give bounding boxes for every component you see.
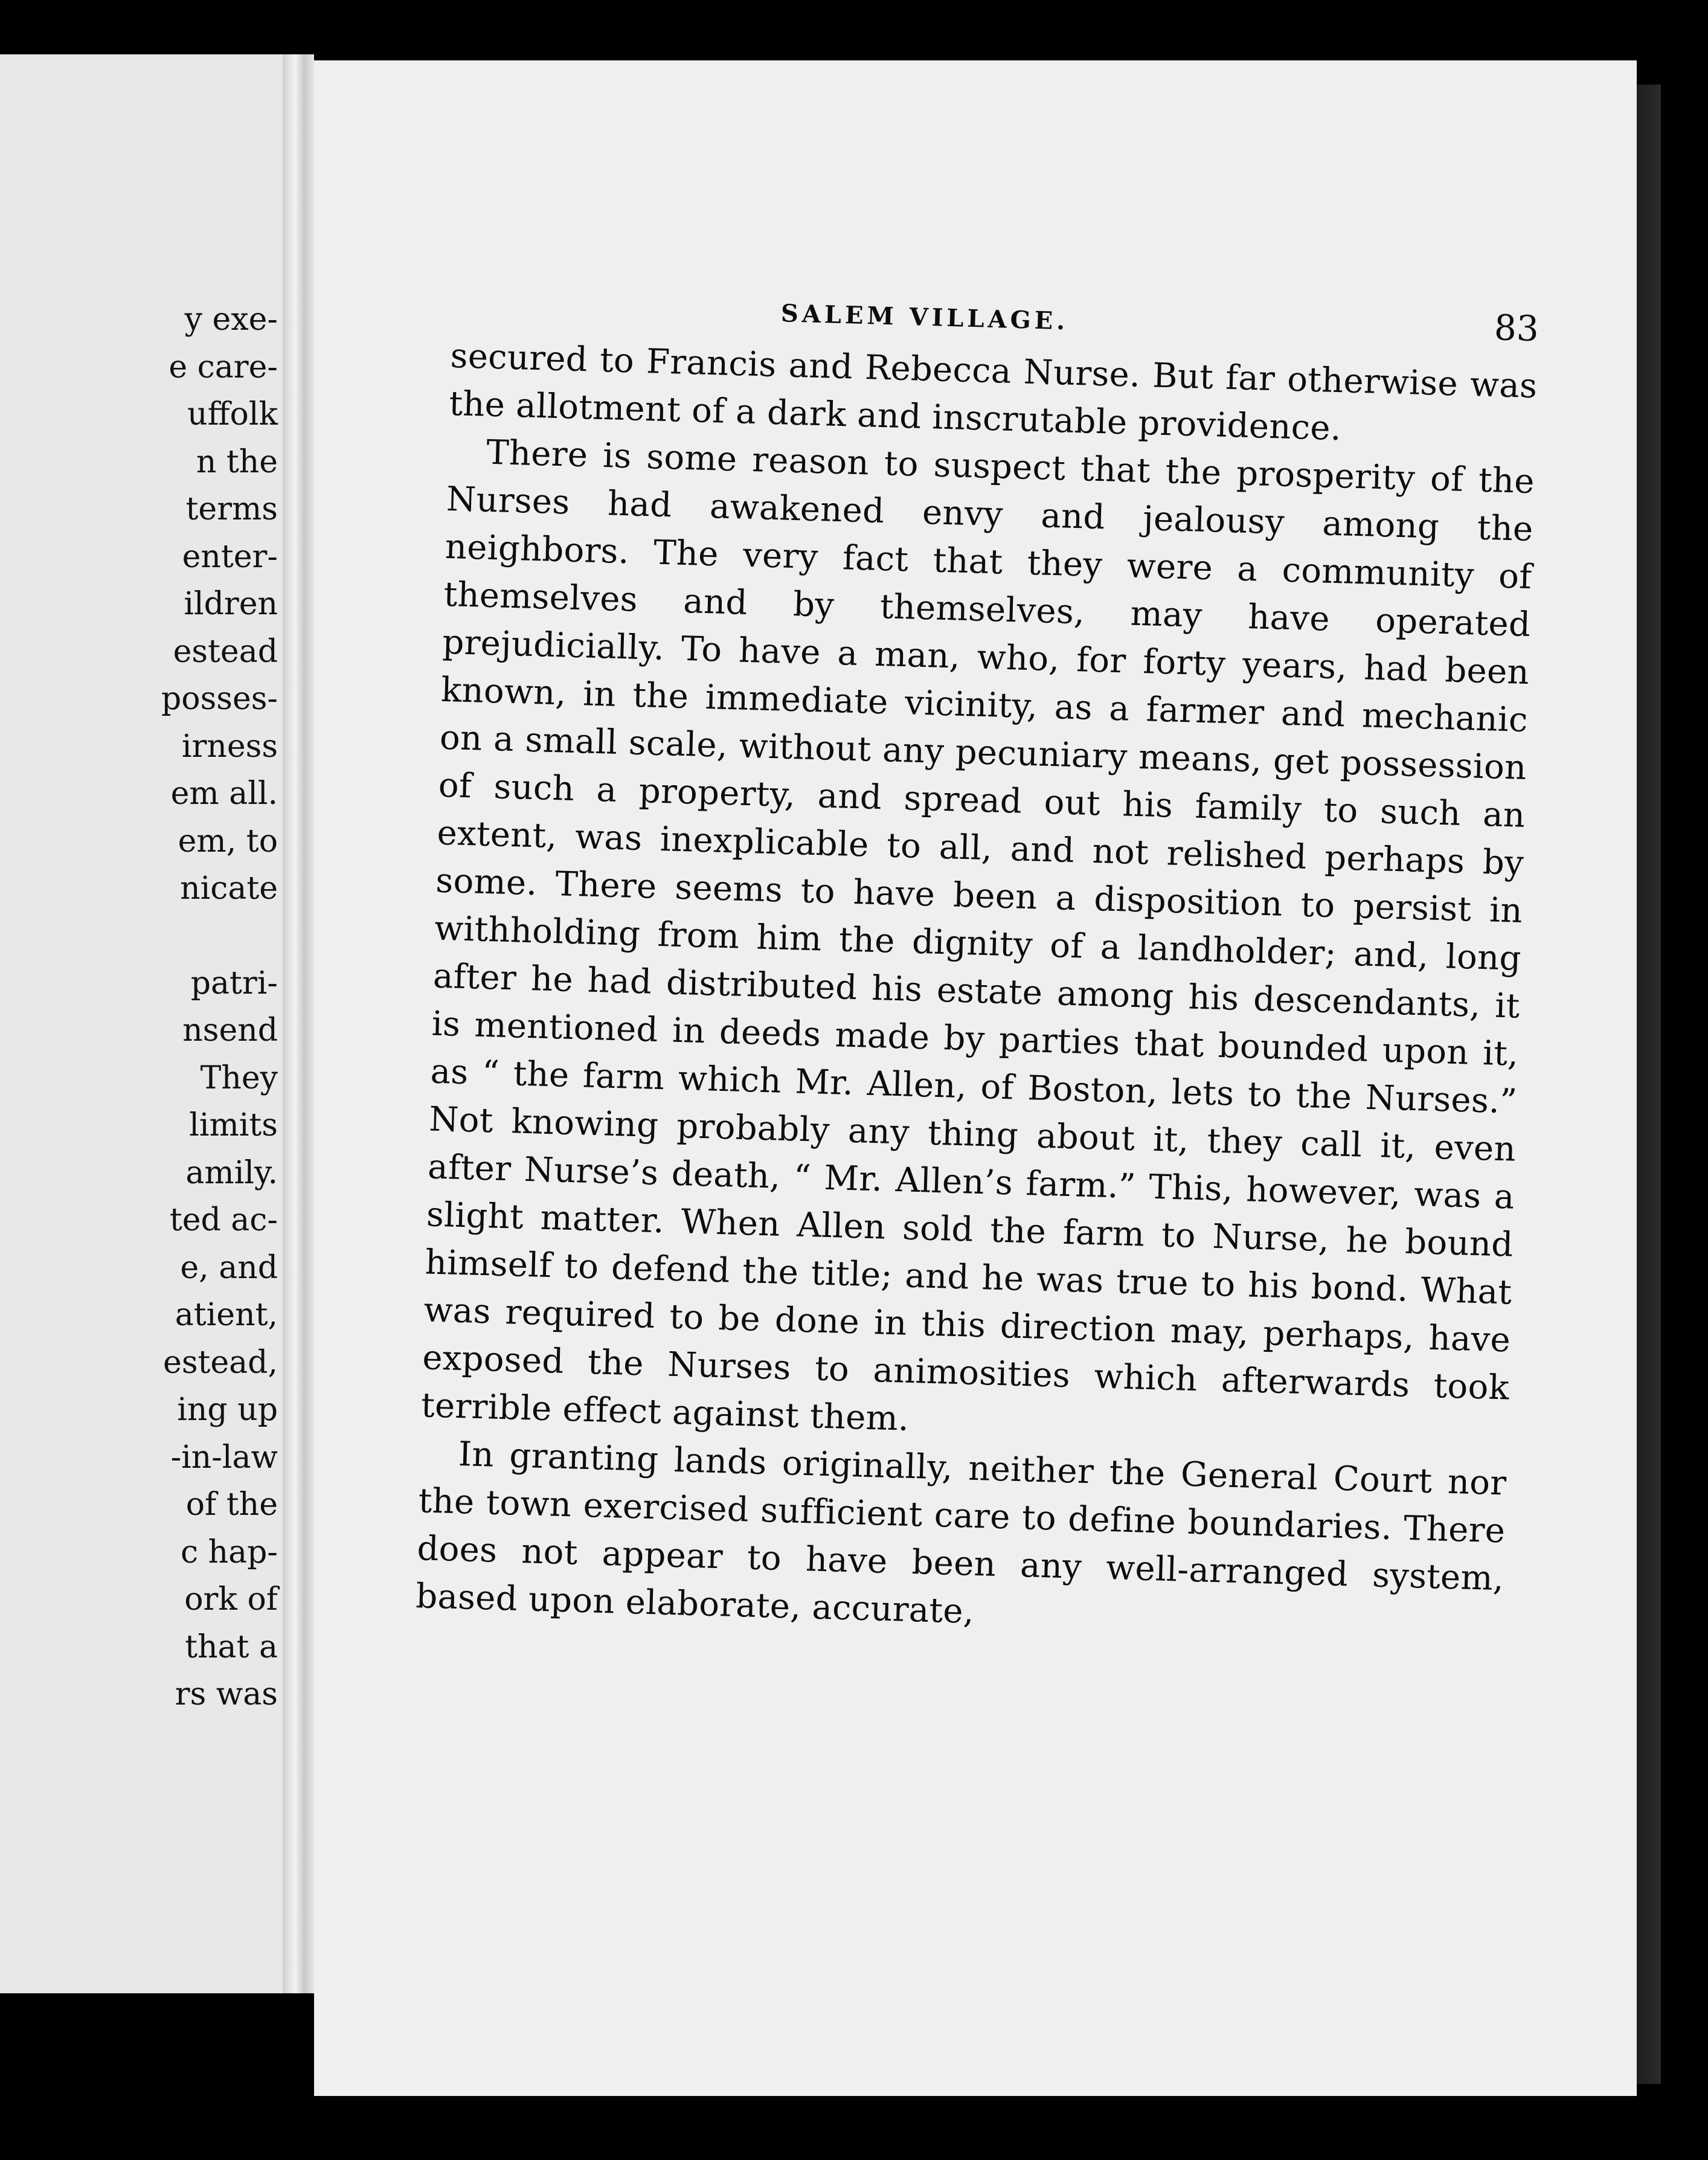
left-line: estead, bbox=[163, 1344, 278, 1381]
left-line: e care- bbox=[169, 349, 278, 385]
left-page-column bbox=[0, 296, 278, 1718]
left-line: uffolk bbox=[187, 396, 278, 432]
page-number: 83 bbox=[1494, 307, 1539, 350]
left-line: nsend bbox=[182, 1012, 278, 1049]
left-line: c hap- bbox=[180, 1534, 278, 1570]
left-line: em, to bbox=[178, 823, 278, 860]
right-page bbox=[314, 60, 1637, 2096]
left-line: of the bbox=[185, 1487, 278, 1523]
page-content bbox=[415, 266, 1539, 1650]
left-line: patri- bbox=[190, 965, 278, 1001]
left-line: ildren bbox=[184, 586, 278, 622]
paragraph: secured to Francis and Rebecca Nurse. But far otherwise was the allotment of a dark and inscrutable providence. bbox=[448, 336, 1538, 449]
left-line: amily. bbox=[185, 1154, 278, 1191]
left-line: They bbox=[200, 1059, 278, 1096]
running-head: SALEM VILLAGE. bbox=[780, 299, 1069, 336]
left-line: irness bbox=[181, 728, 278, 765]
left-line: n the bbox=[196, 443, 278, 480]
left-line: nicate bbox=[180, 870, 278, 907]
left-line: em all. bbox=[170, 776, 278, 812]
left-line: ing up bbox=[177, 1392, 278, 1428]
left-line: rs was bbox=[175, 1676, 278, 1712]
left-line: -in-law bbox=[170, 1439, 278, 1476]
book-gutter bbox=[283, 54, 314, 1993]
left-line: e, and bbox=[180, 1249, 278, 1286]
left-line: y exe- bbox=[184, 301, 278, 338]
left-line: that a bbox=[185, 1628, 278, 1665]
left-line: limits bbox=[189, 1107, 278, 1143]
left-line: enter- bbox=[182, 538, 278, 575]
paragraph: There is some reason to suspect that the prosperity of the Nurses had awakened envy and jealousy among the neighbors. The very fact that they were a community of themselves and by themselves, may have operated prejudicially. To have a man, who, for forty years, had been known, in the immediate vicinity, as a farmer and mechanic on a small scale, without any pecuniary means, get possession of such a property, and spread out his family to such an extent, was inexplicable to all, and not relished perhaps by some. There seems to have been a disposition to persist in withholding from him the dignity of a landholder; and, long after he had distributed his estate among his descendants, it is mentioned in deeds made by parties that bounded upon it, as “ the farm which Mr. Allen, of Boston, lets to the Nurses.” Not knowing probably any thing about it, they call it, even after Nurse’s death, “ Mr. Allen’s farm.” This, however, was a slight matter. When Allen sold the farm to Nurse, he bound himself to defend the title; and he was true to his bond. What was required to be done in this direction may, perhaps, have exposed the Nurses to animosities which afterwards took terrible effect against them. bbox=[420, 432, 1535, 1439]
left-page bbox=[0, 54, 283, 1993]
left-line: posses- bbox=[161, 681, 278, 717]
left-line: ted ac- bbox=[169, 1202, 278, 1238]
paragraph-gap bbox=[0, 913, 278, 960]
left-line: estead bbox=[173, 633, 278, 670]
left-line: ork of bbox=[184, 1581, 278, 1618]
left-line: atient, bbox=[175, 1297, 278, 1333]
left-line: terms bbox=[185, 491, 278, 527]
paragraph: In granting lands originally, neither the General Court nor the town exercised sufficient care to define boundaries. There does not appear to have been any well-arranged system, based upon elaborate, accurate, bbox=[415, 1435, 1507, 1631]
